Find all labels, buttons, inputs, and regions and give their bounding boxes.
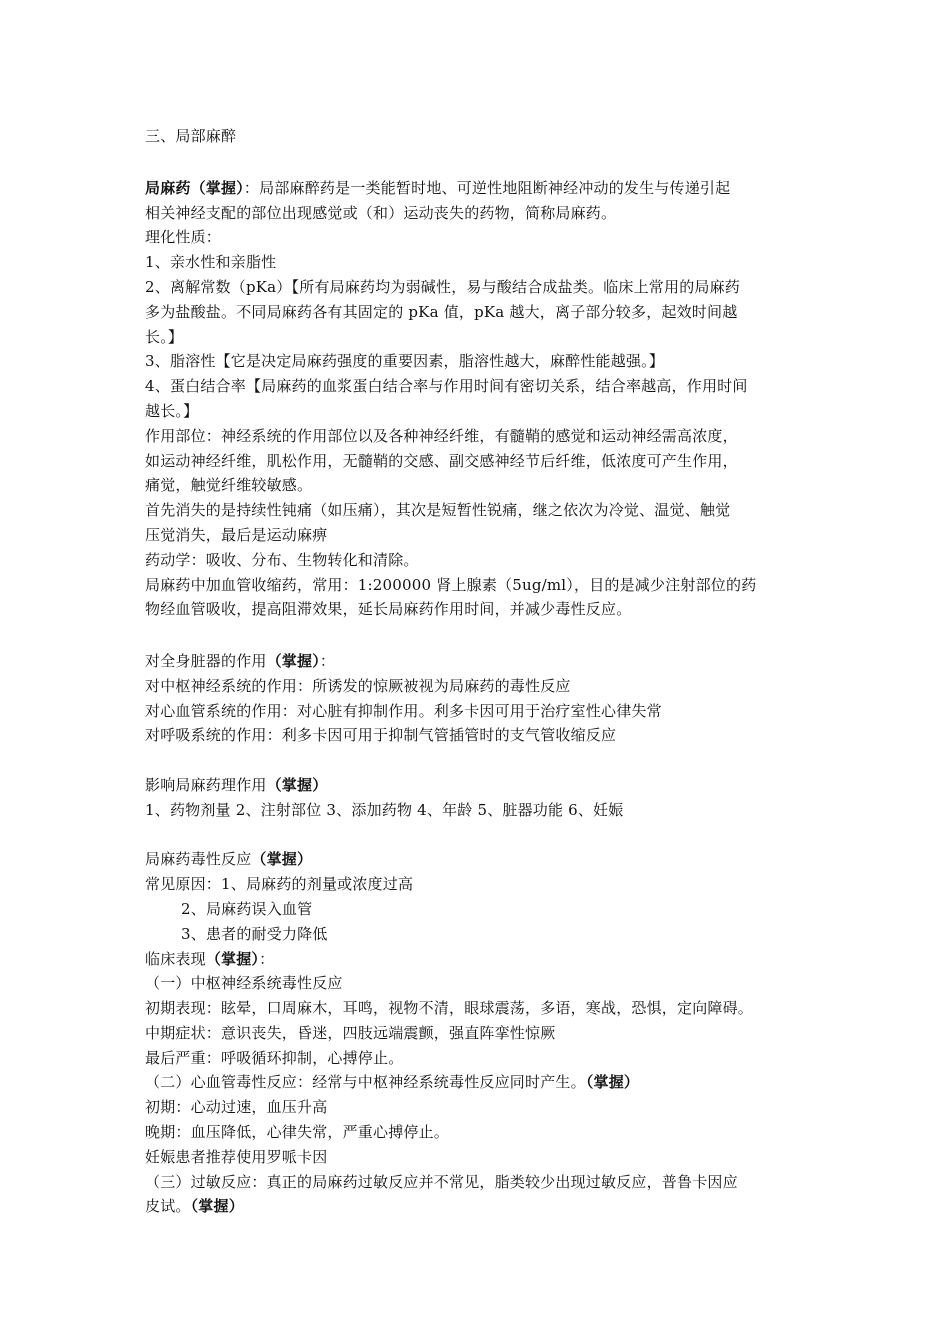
master-tag: （掌握） [251,850,313,869]
property-4-line-1: 4、蛋白结合率【局麻药的血浆蛋白结合率与作用时间有密切关系，结合率越高，作用时间 [145,377,748,396]
cns-early: 初期表现：眩晕，口周麻木，耳鸣，视物不清，眼球震荡，多语，寒战，恐惧，定向障碍。 [145,999,754,1018]
master-tag: （掌握） [190,1197,244,1216]
property-3: 3、脂溶性【它是决定局麻药强度的重要因素，脂溶性越大，麻醉性能越强。】 [145,352,665,371]
cns-toxicity-heading: （一）中枢神经系统毒性反应 [145,974,343,993]
definition-term: 局麻药 [145,178,191,197]
property-2-line-3: 长。】 [145,327,184,346]
site-line-2: 如运动神经纤维，肌松作用，无髓鞘的交感、副交感神经节后纤维，低浓度可产生作用， [145,451,738,470]
master-tag: （掌握） [190,178,244,197]
site-line-3: 痛觉，触觉纤维较敏感。 [145,476,313,495]
document-body [145,124,810,1219]
property-2-line-2: 多为盐酸盐。不同局麻药各有其固定的 pKa 值，pKa 越大，离子部分较多，起效时间越 [145,302,738,321]
organs-heading: 对全身脏器的作用（掌握）： [145,651,336,670]
vasoconstrictor-line-2: 物经血管吸收，提高阻滞效果，延长局麻药作用时间，并减少毒性反应。 [145,600,632,619]
toxicity-cause-2: 2、局麻药误入血管 [181,899,313,918]
toxicity-cause-1: 常见原因：1、局麻药的剂量或浓度过高 [145,875,414,894]
order-line-2: 压觉消失，最后是运动麻痹 [145,525,328,544]
definition-text: ：局部麻醉药是一类能暂时地、可逆性地阻断神经冲动的发生与传递引起 [243,178,731,197]
allergy-line-2: 皮试。（掌握） [145,1197,244,1216]
factors-list: 1、药物剂量 2、注射部位 3、添加药物 4、年龄 5、脏器功能 6、妊娠 [145,800,624,819]
vasoconstrictor-line-1: 局麻药中加血管收缩药，常用：1:200000 肾上腺素（5ug/ml），目的是减少注射部位的药 [145,575,757,594]
cns-mid: 中期症状：意识丧失，昏迷，四肢远端震颤，强直阵挛性惊厥 [145,1023,556,1042]
cv-early: 初期：心动过速，血压升高 [145,1098,328,1117]
master-tag: （掌握） [266,651,320,670]
organs-resp: 对呼吸系统的作用：利多卡因可用于抑制气管插管时的支气管收缩反应 [145,726,617,745]
master-tag: （掌握） [205,949,260,968]
toxicity-heading: 局麻药毒性反应（掌握） [145,850,313,869]
pregnancy-note: 妊娠患者推荐使用罗哌卡因 [145,1147,328,1166]
property-4-line-2: 越长。】 [145,401,199,420]
organs-cns: 对中枢神经系统的作用：所诱发的惊厥被视为局麻药的毒性反应 [145,676,571,695]
property-1: 1、亲水性和亲脂性 [145,253,277,272]
cv-late: 晚期：血压降低，心律失常，严重心搏停止。 [145,1123,450,1142]
properties-heading: 理化性质： [145,228,222,247]
toxicity-cause-3: 3、患者的耐受力降低 [181,924,328,943]
allergy-line-1: （三）过敏反应：真正的局麻药过敏反应并不常见，脂类较少出现过敏反应，普鲁卡因应 [145,1172,738,1191]
factors-heading: 影响局麻药理作用（掌握） [145,775,328,794]
pharmacokinetics: 药动学：吸收、分布、生物转化和清除。 [145,550,419,569]
cv-toxicity-heading: （二）心血管毒性反应：经常与中枢神经系统毒性反应同时产生。（掌握） [145,1073,640,1092]
definition-line-2: 相关神经支配的部位出现感觉或（和）运动丧失的药物，简称局麻药。 [145,203,617,222]
definition-line-1 [145,176,810,201]
clinical-heading: 临床表现（掌握）： [145,949,275,968]
order-line-1: 首先消失的是持续性钝痛（如压痛），其次是短暂性锐痛，继之依次为冷觉、温觉、触觉 [145,501,731,520]
section-title: 三、局部麻醉 [145,127,237,145]
property-2-line-1: 2、离解常数（pKa）【所有局麻药均为弱碱性，易与酸结合成盐类。临床上常用的局麻药 [145,277,740,296]
site-line-1: 作用部位：神经系统的作用部位以及各种神经纤维，有髓鞘的感觉和运动神经需高浓度， [145,426,738,445]
master-tag: （掌握） [266,775,328,794]
cns-late: 最后严重：呼吸循环抑制，心搏停止。 [145,1048,404,1067]
master-tag: （掌握） [585,1073,640,1092]
organs-cv: 对心血管系统的作用：对心脏有抑制作用。利多卡因可用于治疗室性心律失常 [145,701,662,720]
